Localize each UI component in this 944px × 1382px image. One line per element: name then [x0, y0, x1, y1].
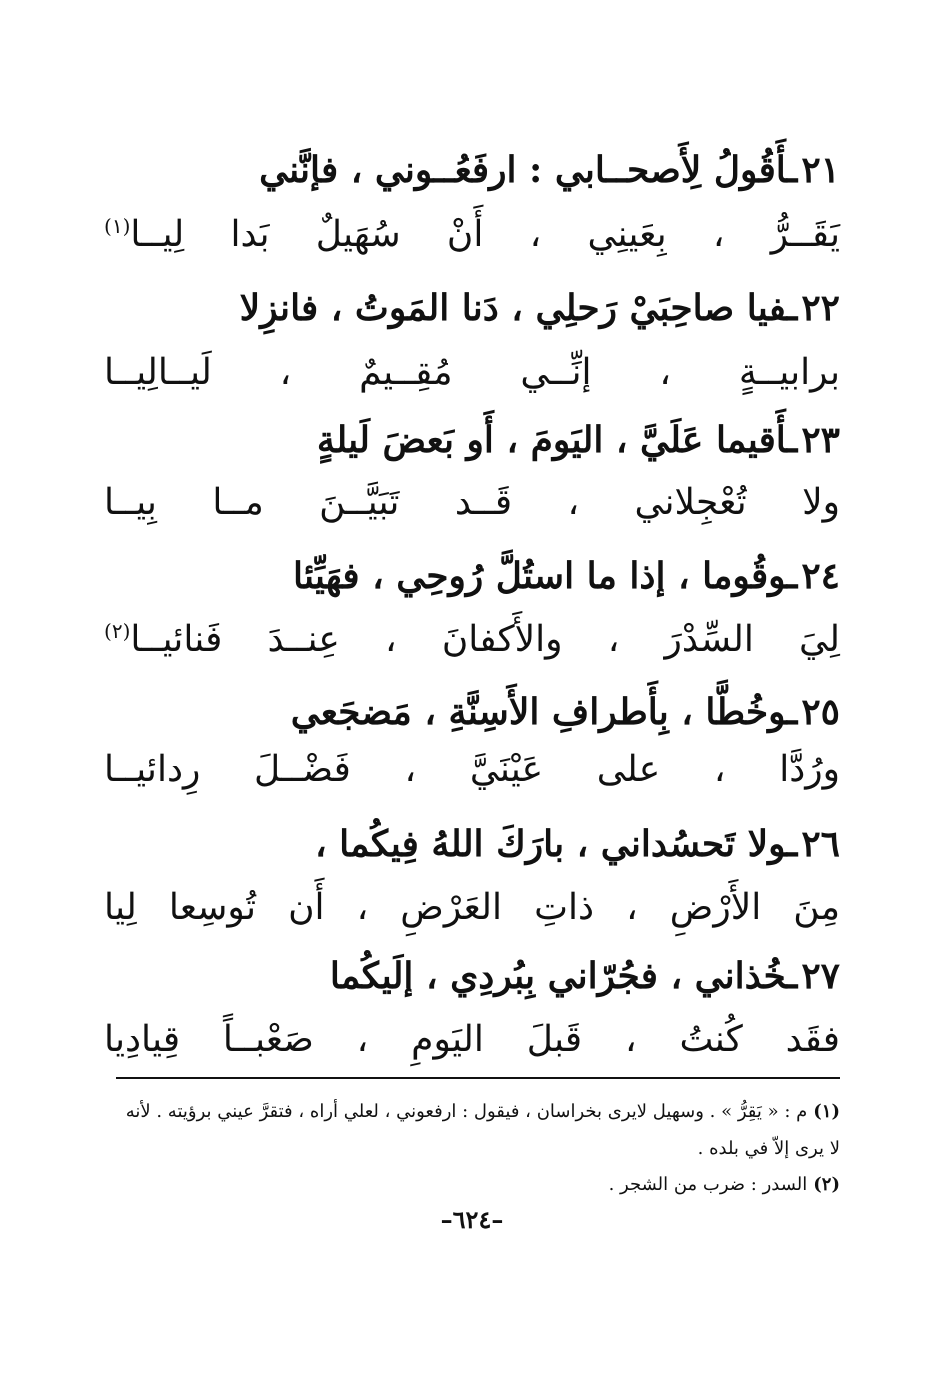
verse-22-first-hemistich — [240, 284, 840, 332]
verse-number: ٢٧ — [801, 955, 840, 997]
hemistich-text: ورُدَّا ، على عَيْنَيَّ ، فَضْــلَ رِدائيــا — [104, 749, 840, 790]
dash: ـ — [786, 823, 798, 865]
verse-21-second-hemistich — [104, 211, 840, 259]
verse-number: ٢٦ — [801, 823, 840, 865]
footnote-marker: (٢) — [104, 619, 131, 643]
footnote-number: (٢) — [813, 1174, 840, 1195]
footnote-marker: (١) — [104, 214, 131, 238]
footnote-1 — [104, 1097, 840, 1127]
footnote-divider — [116, 1077, 840, 1079]
dash: ـ — [786, 555, 798, 597]
hemistich-text: خُذاني ، فجُرّاني بِبُردِي ، إلَيكُما — [329, 955, 787, 997]
dash: ـ — [786, 149, 798, 191]
verse-22-second-hemistich — [104, 349, 840, 397]
verse-23-second-hemistich — [104, 479, 840, 527]
hemistich-text: يَقَــرُّ ، بِعَينِي ، أَنْ سُهَيلٌ بَدا لِيــا — [130, 214, 840, 255]
hemistich-text: أَقُولُ لِأَصحــابي : ارفَعُــوني ، فإنَّني — [259, 149, 787, 191]
verse-25-first-hemistich — [291, 688, 840, 736]
verse-24-first-hemistich — [293, 552, 840, 600]
footnote-text: م : « يَقِرُّ » . وسهيل لايرى بخراسان ، فيقول : ارفعوني ، لعلي أراه ، فتقرَّ عيني برؤيته . لأنه — [125, 1101, 808, 1122]
footnote-2 — [104, 1170, 840, 1200]
hemistich-text: فقَد كُنتُ ، قَبلَ اليَومِ ، صَعْبــاً قِيادِيا — [104, 1019, 840, 1060]
hemistich-text: ولا تَحسُداني ، بارَكَ اللهُ فِيكُما ، — [314, 823, 787, 865]
verse-27-second-hemistich — [104, 1016, 840, 1064]
hemistich-text: برابيــةٍ ، إنِّــي مُقِــيمٌ ، لَيــالِيــا — [104, 352, 840, 393]
hemistich-text: لِيَ السِّدْرَ ، والأَكفانَ ، عِنــدَ فَنائيــا — [130, 619, 840, 660]
page-number: –٦٢٤– — [440, 1205, 504, 1234]
verse-27-first-hemistich — [330, 952, 840, 1000]
verse-number: ٢٣ — [801, 419, 840, 461]
hemistich-text: وخُطَّا ، بِأَطرافِ الأَسِنَّةِ ، مَضجَعي — [290, 691, 787, 733]
hemistich-text: وقُوما ، إذا ما استُلَّ رُوحِي ، فهَيِّئا — [293, 555, 787, 597]
dash: ـ — [786, 419, 798, 461]
footnote-number: (١) — [813, 1101, 840, 1122]
verse-26-second-hemistich — [104, 884, 840, 932]
dash: ـ — [786, 691, 798, 733]
hemistich-text: فيا صاحِبَيْ رَحلِي ، دَنا المَوتُ ، فانزِلا — [239, 287, 787, 329]
footnote-text: لا يرى إلاّ في بلده . — [697, 1138, 840, 1159]
verse-26-first-hemistich — [315, 820, 840, 868]
verse-number: ٢٢ — [801, 287, 840, 329]
dash: ـ — [786, 287, 798, 329]
footnote-1-continuation — [104, 1134, 840, 1164]
hemistich-text: أَقيما عَلَيَّ ، اليَومَ ، أَو بَعضَ لَيلةٍ — [316, 419, 787, 461]
verse-23-first-hemistich — [317, 416, 840, 464]
verse-21-first-hemistich — [259, 146, 840, 194]
verse-25-second-hemistich — [104, 746, 840, 794]
hemistich-text: مِنَ الأَرْضِ ، ذاتِ العَرْضِ ، أَن تُوسِعا لِيا — [104, 887, 840, 928]
verse-24-second-hemistich — [104, 616, 840, 664]
footnote-text: السدر : ضرب من الشجر . — [608, 1174, 808, 1195]
dash: ـ — [786, 955, 798, 997]
verse-number: ٢٥ — [801, 691, 840, 733]
verse-number: ٢١ — [801, 149, 840, 191]
hemistich-text: ولا تُعْجِلاني ، قَــد تَبَيَّــنَ مــا بِيــا — [104, 482, 840, 523]
verse-number: ٢٤ — [801, 555, 840, 597]
